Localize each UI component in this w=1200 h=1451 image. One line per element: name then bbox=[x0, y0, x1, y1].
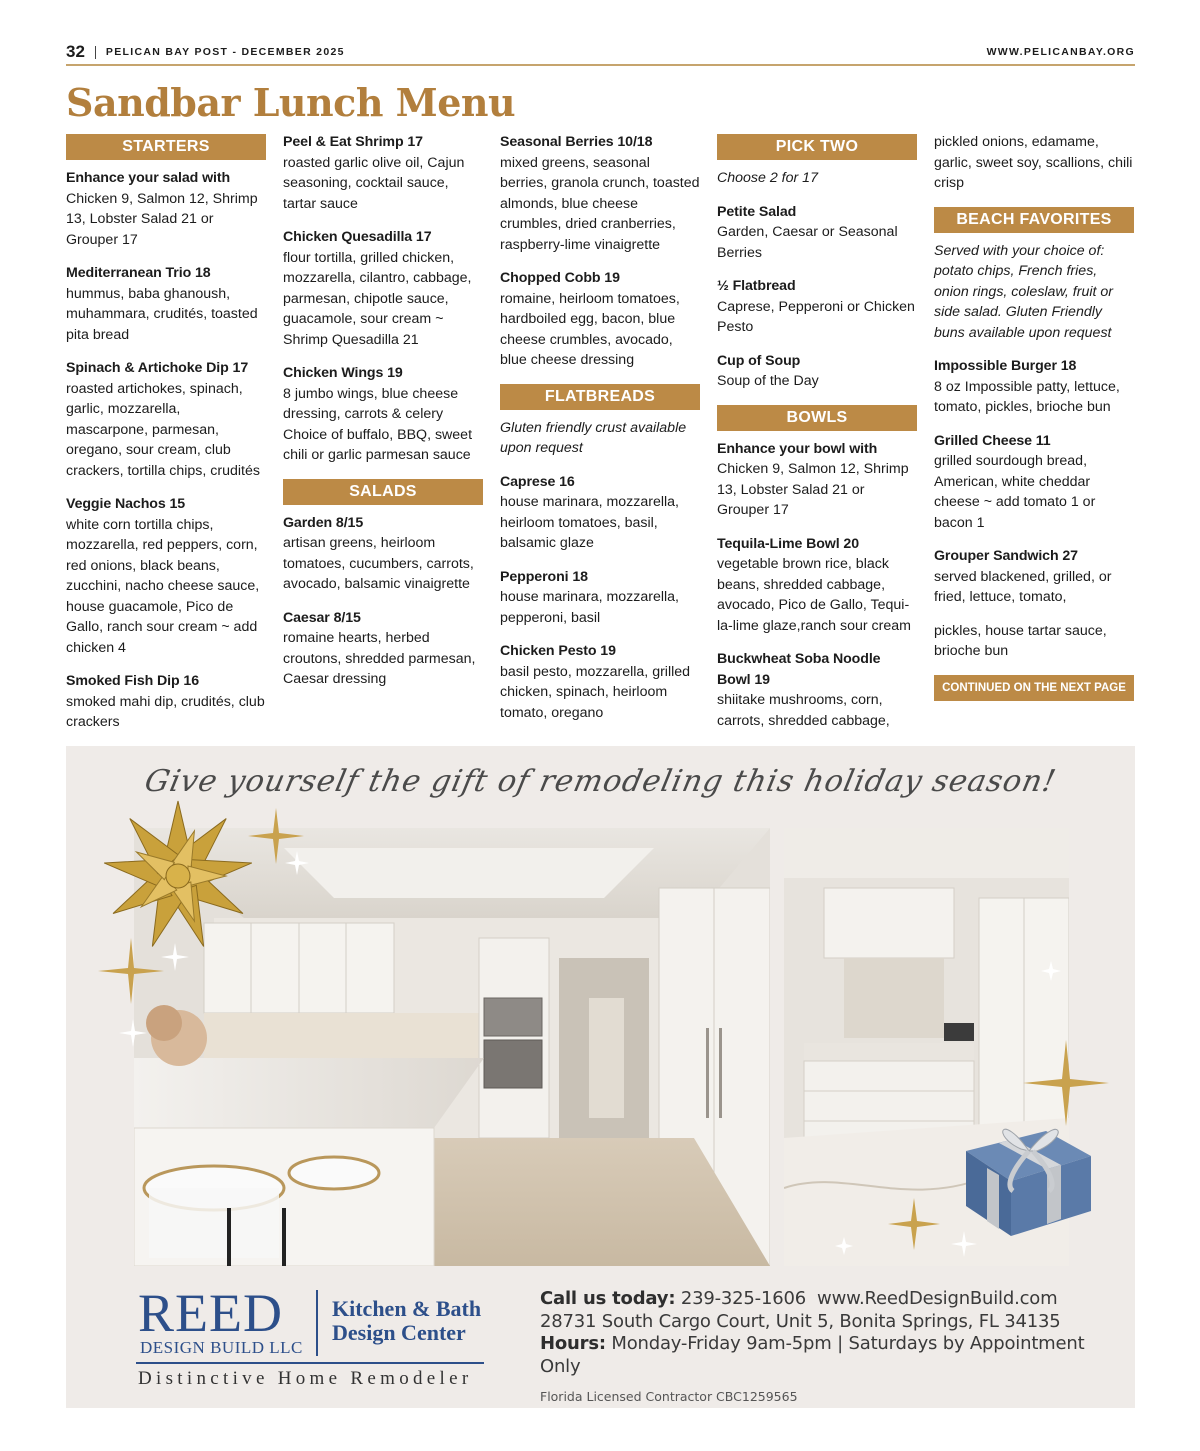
menu-item bbox=[500, 641, 700, 723]
menu-item bbox=[500, 472, 700, 554]
menu-item-description: Chicken 9, Salmon 12, Shrimp 13, Lobster Salad 21 or Grouper 17 bbox=[66, 190, 258, 248]
menu-item-description: smoked mahi dip, crudités, club crackers bbox=[66, 693, 265, 730]
menu-note: Gluten friendly crust available upon request bbox=[500, 419, 687, 456]
menu-item-title: Caprese 16 bbox=[500, 473, 575, 490]
menu-item bbox=[934, 431, 1134, 534]
menu-item-description: house marinara, mozzarella, pepperoni, basil bbox=[500, 589, 679, 626]
menu-item-title: Veggie Nachos 15 bbox=[66, 496, 186, 512]
menu-item-title: Chicken Quesadilla 17 bbox=[283, 229, 432, 245]
hours-label: Hours: bbox=[540, 1333, 606, 1354]
menu-item bbox=[66, 168, 266, 250]
logo-brand: REED bbox=[138, 1283, 283, 1343]
menu-item-continuation: pickles, house tartar sauce, brioche bun bbox=[934, 622, 1107, 659]
menu-item-title: Chicken Pesto 19 bbox=[500, 643, 616, 659]
menu-item-description: Soup of the Day bbox=[717, 373, 819, 389]
menu-column-2 bbox=[283, 132, 483, 703]
header-divider bbox=[95, 46, 96, 59]
menu-item-title: Grilled Cheese 11 bbox=[934, 432, 1051, 449]
menu-item-title: Pepperoni 18 bbox=[500, 568, 588, 585]
gold-sparkle-icon bbox=[1021, 1038, 1111, 1128]
menu-item bbox=[66, 671, 266, 733]
menu-item bbox=[500, 132, 700, 255]
menu-item-title: Mediterranean Trio 18 bbox=[66, 265, 211, 281]
menu-item-description: romaine, heirloom tomatoes, hardboiled egg, bacon, blue cheese crumbles, avocado, blue cheese dressing bbox=[500, 290, 680, 368]
menu-item bbox=[66, 358, 266, 481]
menu-item-description: romaine hearts, herbed croutons, shredded parmesan, Caesar dressing bbox=[283, 630, 476, 687]
ad-website-link[interactable]: www.ReedDesignBuild.com bbox=[817, 1288, 1058, 1309]
menu-item-title: Seasonal Berries 10/18 bbox=[500, 134, 653, 150]
menu-item-title: Buckwheat Soba Noodle Bowl 19 bbox=[717, 651, 881, 688]
menu-item-description: vegetable brown rice, black beans, shredded cabbage, avocado, Pico de Gallo, Tequi-la-lime glaze,ranch sour cream bbox=[717, 556, 911, 634]
menu-item-title: Smoked Fish Dip 16 bbox=[66, 673, 200, 689]
white-sparkle-icon bbox=[834, 1236, 854, 1256]
call-label: Call us today: bbox=[540, 1288, 676, 1309]
menu-item-description: roasted garlic olive oil, Cajun seasoning, cocktail sauce, tartar sauce bbox=[283, 154, 465, 212]
menu-item-title: ½ Flatbread bbox=[717, 278, 796, 294]
menu-item bbox=[717, 202, 917, 264]
menu-item-title: Impossible Burger 18 bbox=[934, 358, 1077, 374]
section-header: SALADS bbox=[283, 479, 483, 505]
contact-line-hours bbox=[540, 1333, 1130, 1378]
menu-item-title: Spinach & Artichoke Dip 17 bbox=[66, 360, 249, 376]
menu-item-description: flour tortilla, grilled chicken, mozzarella, cilantro, cabbage, parmesan, chipotle sauce, guacamole, sour cream ~ Shrimp Quesadilla 21 bbox=[283, 249, 472, 348]
menu-item-description: mixed greens, seasonal berries, granola crunch, toasted almonds, blue cheese crumbles, dried cranberries, raspberry-lime vinaigrette bbox=[500, 154, 700, 253]
contact-line-call bbox=[540, 1288, 1130, 1311]
menu-item-title: Peel & Eat Shrimp 17 bbox=[283, 134, 423, 150]
menu-item-description: Chicken 9, Salmon 12, Shrimp 13, Lobster Salad 21 or Grouper 17 bbox=[717, 461, 909, 518]
gold-bow-icon bbox=[98, 796, 258, 956]
white-sparkle-icon bbox=[1040, 960, 1062, 982]
logo-tagline: Distinctive Home Remodeler bbox=[138, 1368, 473, 1389]
menu-item-title: Petite Salad bbox=[717, 203, 797, 220]
contact-address: 28731 South Cargo Court, Unit 5, Bonita Springs, FL 34135 bbox=[540, 1310, 1061, 1332]
menu-item bbox=[283, 227, 483, 350]
menu-column-5 bbox=[934, 132, 1134, 701]
menu-item-title: Garden 8/15 bbox=[283, 514, 364, 531]
logo-rule bbox=[136, 1362, 484, 1364]
menu-item bbox=[500, 567, 700, 629]
logo-center-line1: Kitchen & Bath bbox=[332, 1296, 482, 1321]
menu-item-title: Chicken Wings 19 bbox=[283, 365, 403, 381]
menu-column-3 bbox=[500, 132, 700, 736]
menu-item bbox=[934, 546, 1134, 608]
menu-item-description: served blackened, grilled, or fried, lettuce, tomato, bbox=[934, 568, 1112, 605]
ad-contact bbox=[540, 1288, 1130, 1408]
menu-item bbox=[66, 263, 266, 345]
ad-tagline: Give yourself the gift of remodeling this holiday season! bbox=[141, 764, 1060, 799]
section-header: PICK TWO bbox=[717, 134, 917, 160]
menu-item-description: Garden, Caesar or Seasonal Berries bbox=[717, 224, 898, 261]
white-sparkle-icon bbox=[284, 850, 310, 876]
menu-note: Choose 2 for 17 bbox=[717, 170, 818, 186]
publication-name: PELICAN BAY POST - DECEMBER 2025 bbox=[105, 46, 345, 58]
menu-item bbox=[717, 439, 917, 521]
menu-item-continuation: pickled onions, edamame, garlic, sweet soy, scallions, chili crisp bbox=[934, 134, 1133, 191]
menu-item-title: Enhance your salad with bbox=[66, 170, 231, 186]
menu-item bbox=[283, 132, 483, 214]
logo-center-line2: Design Center bbox=[332, 1320, 466, 1345]
menu-item bbox=[934, 356, 1134, 418]
menu-item-description: house marinara, mozzarella, heirloom tomatoes, basil, balsamic glaze bbox=[500, 494, 679, 551]
reed-logo bbox=[136, 1284, 486, 1394]
page-title: Sandbar Lunch Menu bbox=[66, 80, 516, 125]
menu-item-description: shiitake mushrooms, corn, carrots, shredded cabbage, bbox=[717, 692, 890, 729]
section-header: BEACH FAVORITES bbox=[934, 207, 1134, 233]
menu-note: Served with your choice of: potato chips, French fries, onion rings, coleslaw, fruit or side salad. Gluten Friendly buns available upon request bbox=[934, 242, 1114, 341]
menu-item-description: 8 oz Impossible patty, lettuce, tomato, pickles, brioche bun bbox=[934, 378, 1120, 415]
menu-item-title: Chopped Cobb 19 bbox=[500, 270, 620, 286]
section-header: STARTERS bbox=[66, 134, 266, 160]
menu-item-title: Enhance your bowl with bbox=[717, 440, 878, 457]
white-sparkle-icon bbox=[950, 1230, 978, 1258]
website-link[interactable]: WWW.PELICANBAY.ORG bbox=[986, 46, 1135, 58]
menu-item bbox=[283, 513, 483, 595]
white-sparkle-icon bbox=[160, 942, 190, 972]
menu-column-4 bbox=[717, 132, 917, 744]
menu-item-description: white corn tortilla chips, mozzarella, red peppers, corn, red onions, black beans, zucchini, nacho cheese sauce, house guacamole, Pico de Gallo, ranch sour cream ~ add chicken 4 bbox=[66, 516, 260, 656]
menu-item-description: roasted artichokes, spinach, garlic, mozzarella, mascarpone, parmesan, oregano, sour cream, club crackers, tortilla chips, crudités bbox=[66, 380, 260, 479]
menu-item bbox=[283, 608, 483, 690]
menu-column-1 bbox=[66, 132, 266, 746]
header-left bbox=[66, 42, 345, 62]
continued-next-page-banner: CONTINUED ON THE NEXT PAGE bbox=[934, 675, 1134, 701]
white-sparkle-icon bbox=[118, 1018, 148, 1048]
menu-item bbox=[717, 351, 917, 392]
section-header: FLATBREADS bbox=[500, 384, 700, 410]
phone-number[interactable]: 239-325-1606 bbox=[680, 1288, 806, 1309]
page-number: 32 bbox=[66, 42, 85, 61]
section-header: BOWLS bbox=[717, 405, 917, 431]
menu-item-description: basil pesto, mozzarella, grilled chicken, spinach, heirloom tomato, oregano bbox=[500, 663, 691, 721]
menu-item-description: hummus, baba ghanoush, muhammara, crudités, toasted pita bread bbox=[66, 285, 258, 343]
gold-sparkle-icon bbox=[96, 936, 166, 1006]
menu-item bbox=[717, 276, 917, 338]
menu-item-description: grilled sourdough bread, American, white cheddar cheese ~ add tomato 1 or bacon 1 bbox=[934, 453, 1096, 531]
menu-item-description: 8 jumbo wings, blue cheese dressing, carrots & celery Choice of buffalo, BBQ, sweet chili or garlic parmesan sauce bbox=[283, 385, 473, 463]
logo-divider bbox=[316, 1290, 318, 1356]
menu-item-description: Caprese, Pepperoni or Chicken Pesto bbox=[717, 298, 915, 335]
menu-item bbox=[717, 649, 917, 731]
menu-item-title: Grouper Sandwich 27 bbox=[934, 548, 1078, 564]
menu-item-title: Caesar 8/15 bbox=[283, 609, 361, 626]
menu-item-title: Cup of Soup bbox=[717, 352, 801, 369]
logo-subbrand: DESIGN BUILD LLC bbox=[140, 1338, 303, 1357]
menu-item bbox=[717, 534, 917, 637]
menu-item-description: artisan greens, heirloom tomatoes, cucumbers, carrots, avocado, balsamic vinaigrette bbox=[283, 535, 474, 592]
gold-sparkle-icon bbox=[886, 1196, 942, 1252]
menu-item bbox=[500, 268, 700, 371]
advertisement bbox=[66, 746, 1135, 1408]
menu-item bbox=[283, 363, 483, 466]
menu-item bbox=[66, 494, 266, 658]
page-header bbox=[66, 44, 1135, 66]
license-text: Florida Licensed Contractor CBC1259565 bbox=[540, 1389, 798, 1404]
menu-item-title: Tequila-Lime Bowl 20 bbox=[717, 535, 860, 552]
hours-text: Monday-Friday 9am-5pm | Saturdays by Appointment Only bbox=[540, 1333, 1085, 1377]
